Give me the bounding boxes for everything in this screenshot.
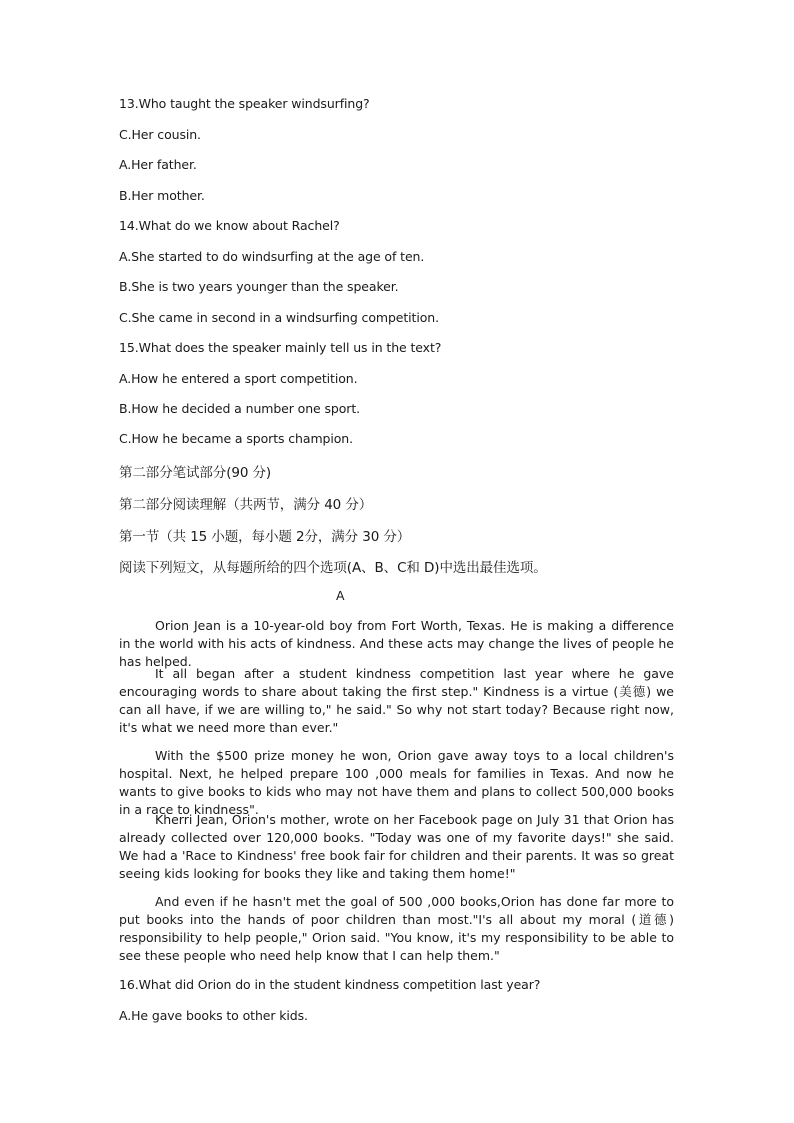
question-16: 16.What did Orion do in the student kindness competition last year? (119, 977, 541, 992)
question-13: 13.Who taught the speaker windsurfing? (119, 96, 370, 111)
section-header-written: 第二部分笔试部分(90 分) (119, 465, 272, 481)
passage-paragraph: It all began after a student kindness competition last year where he gave encouraging words to share about taking the first step." Kindness is a virtue (美德) we can all have, if we are willing to," he said." So why not start today? Because right now, it's what we need more than ever." (119, 666, 674, 735)
passage-paragraph: And even if he hasn't met the goal of 500 ,000 books,Orion has done far more to put books into the hands of poor children than most."I's all about my moral (道德) responsibility to help people," Orion said. "You know, it's my responsibility to be able to see these people who need help know that I can help them." (119, 894, 674, 963)
section-header-reading: 第二部分阅读理解（共两节，满分 40 分） (119, 497, 373, 513)
option-14-c: C.She came in second in a windsurfing competition. (119, 310, 439, 325)
question-15: 15.What does the speaker mainly tell us in the text? (119, 340, 442, 355)
option-14-b: B.She is two years younger than the speaker. (119, 279, 399, 294)
option-15-a: A.How he entered a sport competition. (119, 371, 358, 386)
option-15-c: C.How he became a sports champion. (119, 431, 353, 446)
option-13-c: C.Her cousin. (119, 127, 201, 142)
passage-label: A (336, 588, 345, 603)
option-13-b: B.Her mother. (119, 188, 205, 203)
passage-paragraph: Orion Jean is a 10-year-old boy from Fort Worth, Texas. He is making a difference in the world with his acts of kindness. And these acts may change the lives of people he has helped. (119, 618, 674, 669)
option-15-b: B.How he decided a number one sport. (119, 401, 361, 416)
option-14-a: A.She started to do windsurfing at the age of ten. (119, 249, 425, 264)
passage-paragraph: With the $500 prize money he won, Orion gave away toys to a local children's hospital. Next, he helped prepare 100 ,000 meals for families in Texas. And now he wants to give books to kids who may not have them and plans to collect 500,000 books in a race to kindness". (119, 748, 674, 817)
question-14: 14.What do we know about Rachel? (119, 218, 340, 233)
passage-paragraph: Kherri Jean, Orion's mother, wrote on her Facebook page on July 31 that Orion has already collected over 120,000 books. "Today was one of my favorite days!" she said. We had a 'Race to Kindness' free book fair for children and their parents. It was so great seeing kids looking for books they like and taking them home!" (119, 812, 674, 881)
option-16-a: A.He gave books to other kids. (119, 1008, 308, 1023)
section-header-part1: 第一节（共 15 小题，每小题 2分，满分 30 分） (119, 529, 411, 545)
option-13-a: A.Her father. (119, 157, 197, 172)
instructions: 阅读下列短文，从每题所给的四个选项(A、B、C和 D)中选出最佳选项。 (119, 560, 547, 576)
